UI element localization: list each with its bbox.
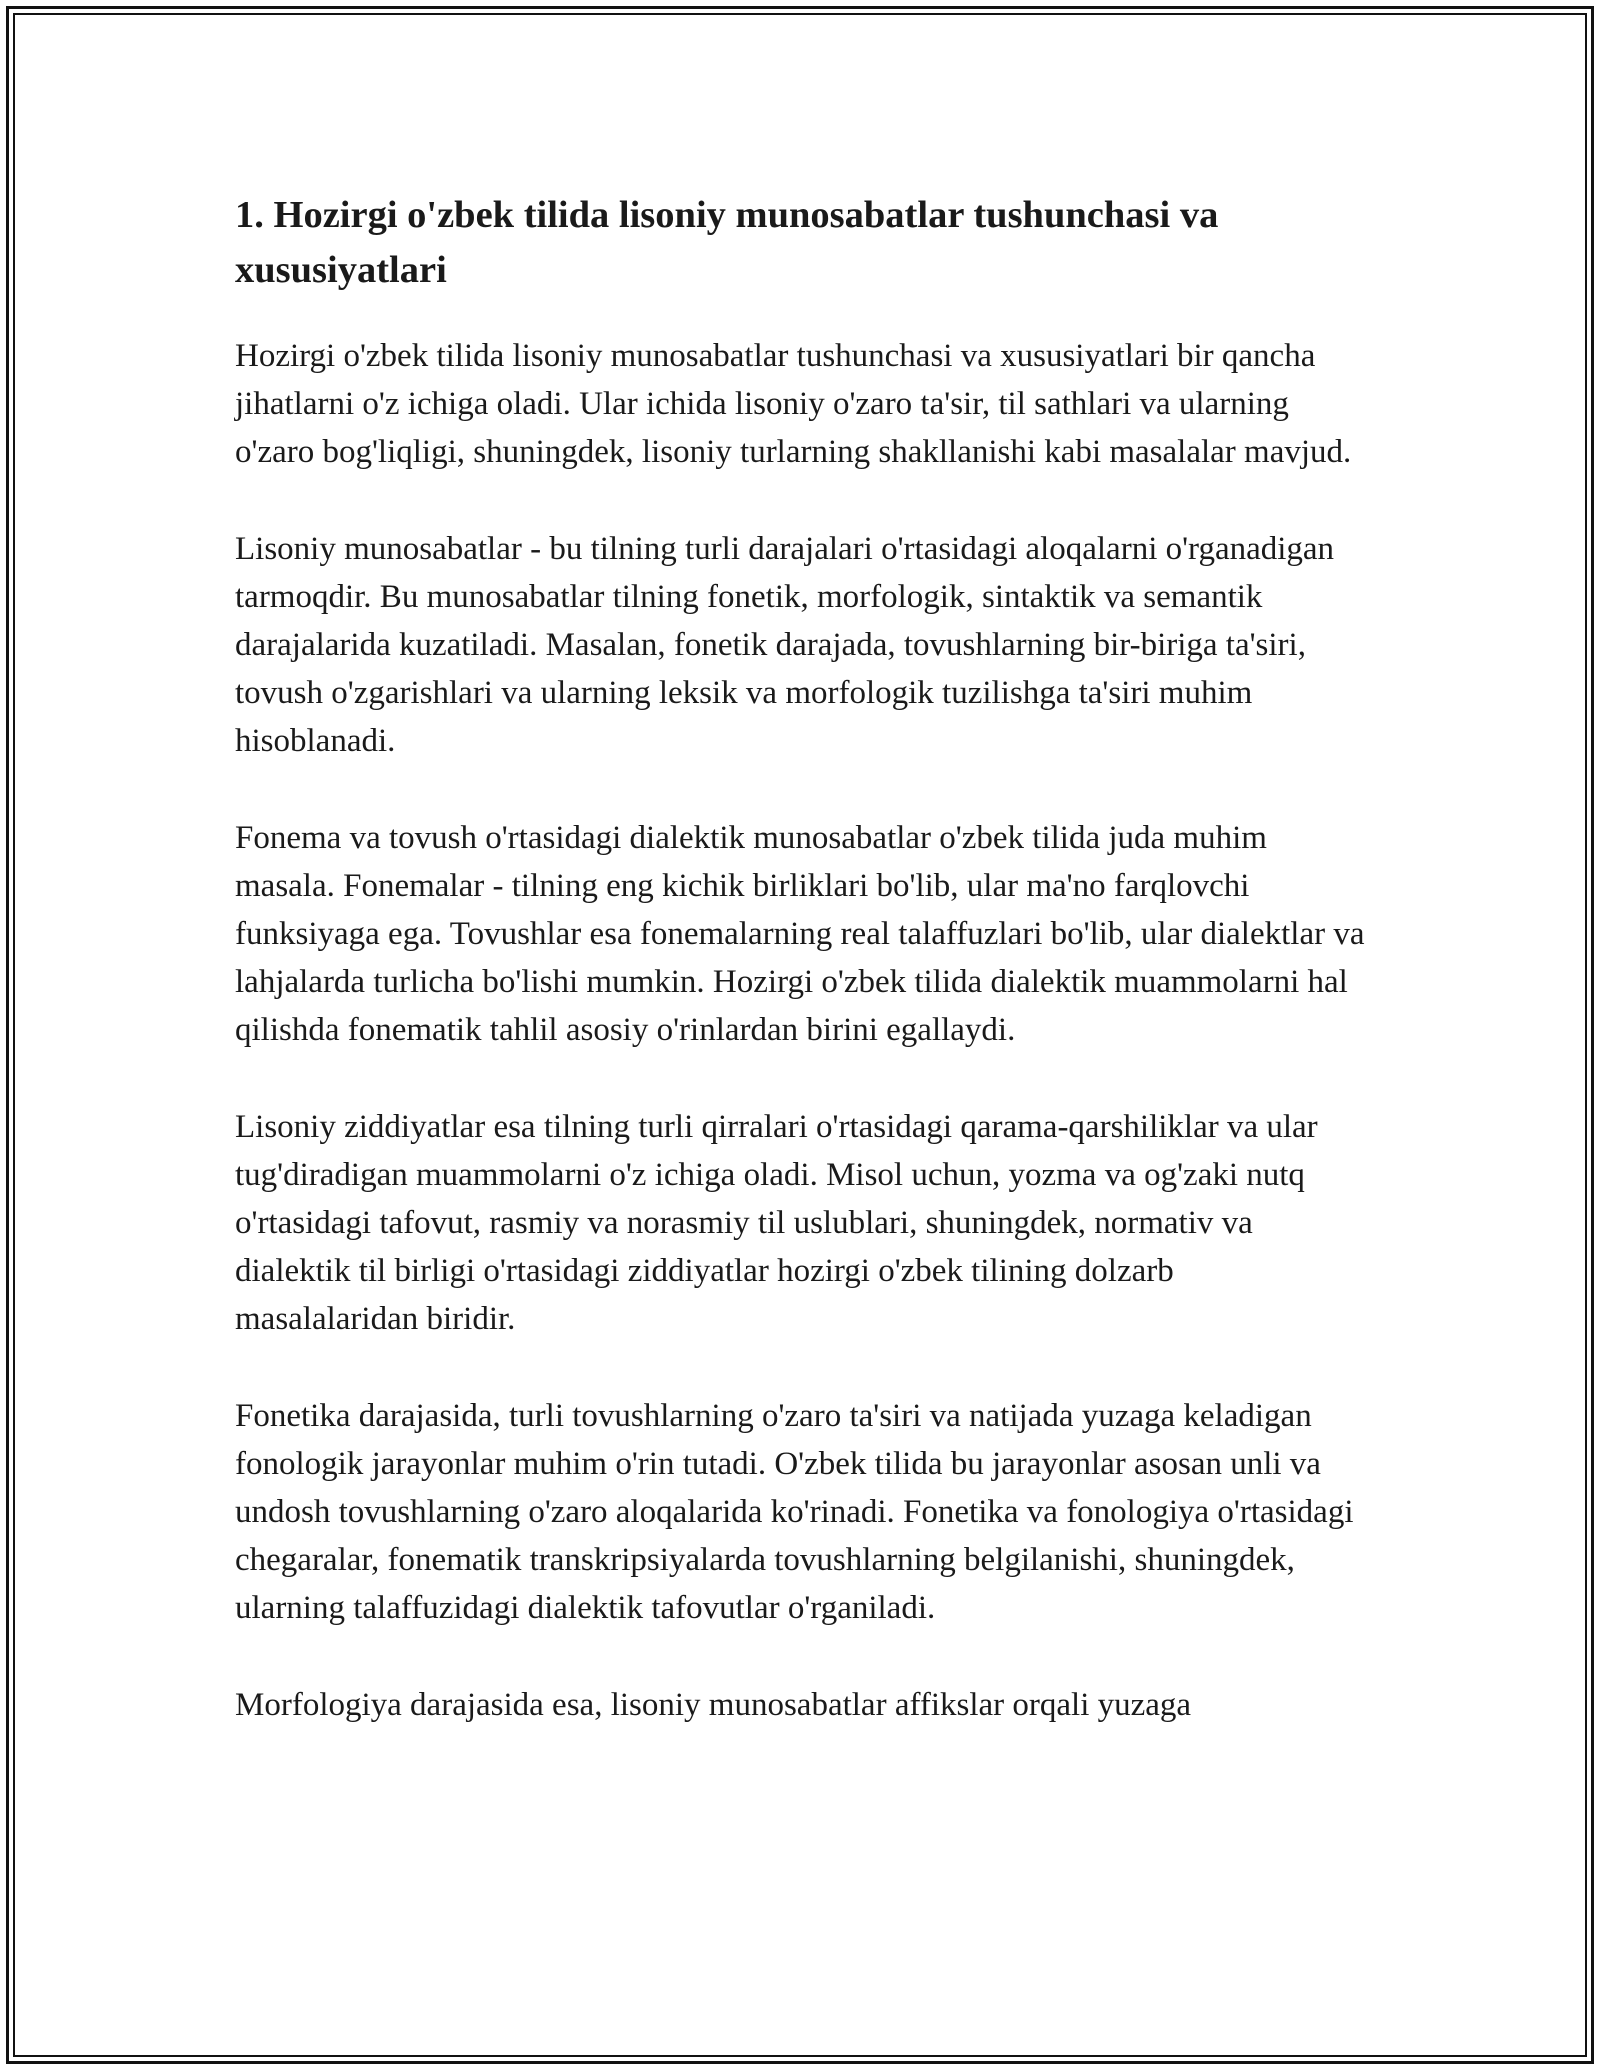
page-title: 1. Hozirgi o'zbek tilida lisoniy munosabatlar tushunchasi va xususiyatlari [235, 194, 1219, 291]
paragraph-4: Lisoniy ziddiyatlar esa tilning turli qirralari o'rtasidagi qarama-qarshiliklar va ular tug'diradigan muammolarni o'z ichiga oladi. Misol uchun, yozma va og'zaki nutq o'rtasidagi tafovut, rasmiy va norasmiy til uslublari, shuningdek, normativ va dialektik til birligi o'rtasidagi ziddiyatlar hozirgi o'zbek tilining dolzarb masalalaridan biridir. [235, 1108, 1318, 1338]
paragraph-1: Hozirgi o'zbek tilida lisoniy munosabatlar tushunchasi va xususiyatlari bir qancha jihatlarni o'z ichiga oladi. Ular ichida lisoniy o'zaro ta'sir, til sathlari va ularning o'zaro bog'liqligi, shuningdek, lisoniy turlarning shakllanishi kabi masalalar mavjud. [235, 338, 1352, 471]
paragraph-2: Lisoniy munosabatlar - bu tilning turli darajalari o'rtasidagi aloqalarni o'rganadigan tarmoqdir. Bu munosabatlar tilning fonetik, morfologik, sintaktik va semantik darajalarida kuzatiladi. Masalan, fonetik darajada, tovushlarning bir-biriga ta'siri, tovush o'zgarishlari va ularning leksik va morfologik tuzilishga ta'siri muhim hisoblanadi. [235, 530, 1335, 760]
paragraph-6: Morfologiya darajasida esa, lisoniy munosabatlar affikslar orqali yuzaga [235, 1686, 1192, 1723]
document-body [235, 188, 1365, 1777]
paragraph-5: Fonetika darajasida, turli tovushlarning o'zaro ta'siri va natijada yuzaga keladigan fonologik jarayonlar muhim o'rin tutadi. O'zbek tilida bu jarayonlar asosan unli va undosh tovushlarning o'zaro aloqalarida ko'rinadi. Fonetika va fonologiya o'rtasidagi chegaralar, fonematik transkripsiyalarda tovushlarning belgilanishi, shuningdek, ularning talaffuzidagi dialektik tafovutlar o'rganiladi. [235, 1397, 1354, 1627]
paragraph-3: Fonema va tovush o'rtasidagi dialektik munosabatlar o'zbek tilida juda muhim masala. Fonemalar - tilning eng kichik birliklari bo'lib, ular ma'no farqlovchi funksiyaga ega. Tovushlar esa fonemalarning real talaffuzlari bo'lib, ular dialektlar va lahjalarda turlicha bo'lishi mumkin. Hozirgi o'zbek tilida dialektik muammolarni hal qilishda fonematik tahlil asosiy o'rinlardan birini egallaydi. [235, 819, 1365, 1049]
